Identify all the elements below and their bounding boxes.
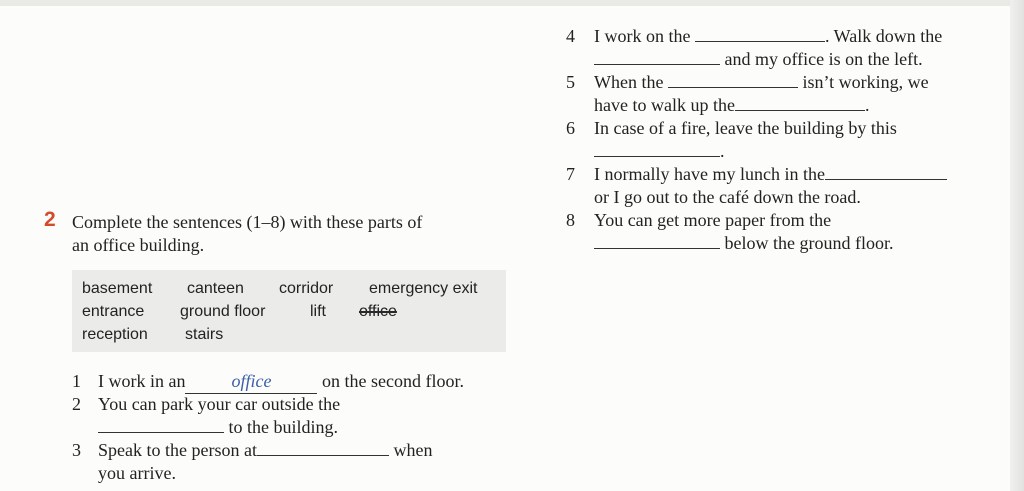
page-top-edge: [0, 0, 1024, 6]
word-lift: lift: [310, 303, 326, 320]
word-canteen: canteen: [187, 280, 244, 297]
item-8-number: 8: [566, 210, 575, 230]
item-5-blank-2[interactable]: [735, 95, 865, 111]
item-1-answer[interactable]: office: [185, 370, 317, 394]
item-2-number: 2: [72, 394, 81, 414]
word-emergency-exit: emergency exit: [369, 280, 478, 297]
item-3-number: 3: [72, 440, 81, 460]
page-right-edge: [1010, 0, 1024, 491]
word-basement: basement: [82, 280, 153, 297]
item-6-line-1: In case of a fire, leave the building by this: [594, 118, 897, 138]
word-corridor: corridor: [279, 280, 334, 297]
item-2-line-2: [98, 416, 338, 439]
item-6-line-2: [594, 140, 725, 163]
item-5-text-a: When the: [594, 72, 664, 92]
item-5-line-1: [594, 71, 929, 94]
item-8-blank[interactable]: [594, 233, 720, 249]
item-1-text-b: on the second floor.: [321, 371, 464, 391]
item-5-text-d: .: [864, 95, 870, 115]
item-3-blank[interactable]: [257, 440, 389, 456]
item-8-text-b: below the ground floor.: [724, 233, 894, 253]
word-stairs: stairs: [185, 326, 224, 343]
item-1-line: [98, 370, 464, 394]
item-3-line-1: [98, 439, 432, 462]
item-5-text-b: isn’t working, we: [802, 72, 929, 92]
item-5-number: 5: [566, 72, 575, 92]
item-5-text-c: have to walk up the: [594, 95, 735, 115]
item-4-text-c: and my office is on the left.: [724, 49, 923, 69]
word-entrance: entrance: [82, 303, 145, 320]
item-4-line-1: [594, 25, 942, 48]
item-5-line-2: [594, 94, 869, 117]
item-7-text-a: I normally have my lunch in the: [594, 164, 825, 184]
item-3-text-a: Speak to the person at: [98, 440, 257, 460]
item-6-period: .: [720, 141, 725, 161]
item-3-text-b: when: [393, 440, 433, 460]
item-1-text-a: I work in an: [98, 371, 186, 391]
item-7-blank[interactable]: [825, 164, 947, 180]
item-4-text-b: . Walk down the: [824, 26, 943, 46]
word-office-crossed-out: office: [359, 303, 397, 320]
item-4-text-a: I work on the: [594, 26, 691, 46]
item-8-line-1: You can get more paper from the: [594, 210, 832, 230]
item-4-blank-2[interactable]: [594, 49, 720, 65]
item-7-number: 7: [566, 164, 575, 184]
item-5-blank-1[interactable]: [668, 72, 798, 88]
item-6-blank[interactable]: [594, 141, 720, 157]
item-4-blank-1[interactable]: [695, 26, 825, 42]
item-3-line-2: you arrive.: [98, 463, 176, 483]
item-4-line-2: [594, 48, 923, 71]
exercise-instruction-line-1: Complete the sentences (1–8) with these parts of: [72, 212, 423, 232]
exercise-instruction-line-2: an office building.: [72, 235, 205, 255]
word-reception: reception: [82, 326, 148, 343]
item-8-line-2: [594, 232, 893, 255]
item-7-line-2: or I go out to the café down the road.: [594, 187, 861, 207]
item-2-text-b: to the building.: [228, 417, 338, 437]
item-2-blank[interactable]: [98, 417, 224, 433]
exercise-number: 2: [44, 208, 56, 231]
item-7-line-1: [594, 163, 947, 186]
item-4-number: 4: [566, 26, 575, 46]
item-1-number: 1: [72, 371, 81, 391]
item-6-number: 6: [566, 118, 575, 138]
word-ground-floor: ground floor: [180, 303, 266, 320]
item-2-line-1: You can park your car outside the: [98, 394, 341, 414]
